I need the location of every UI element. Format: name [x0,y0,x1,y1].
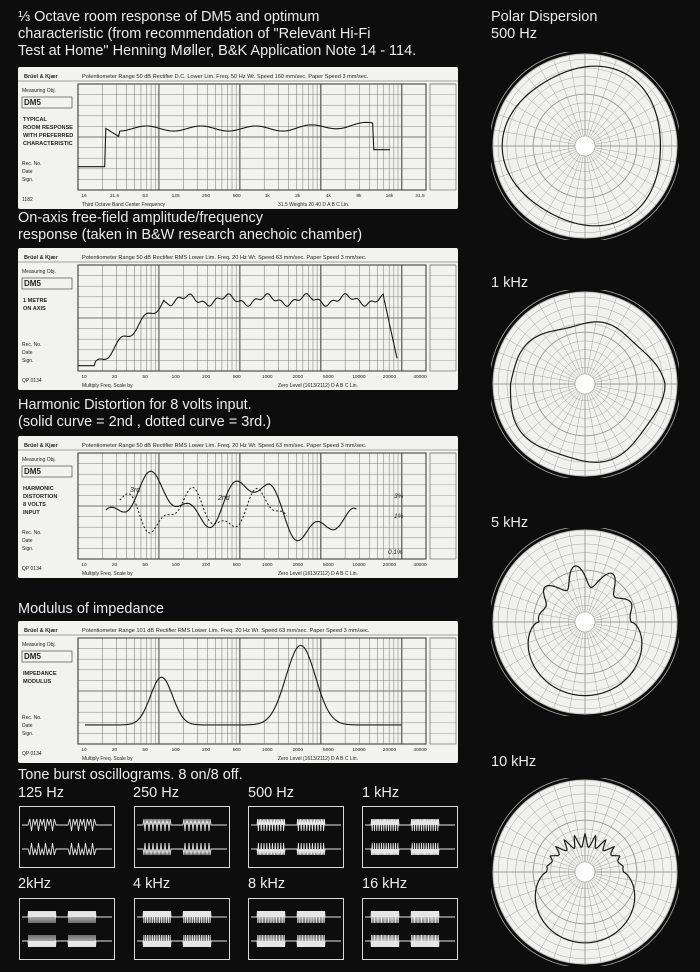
polar-plot-1khz [491,290,679,478]
burst-trace [251,935,341,947]
burst-label-8khz: 8 kHz [248,876,286,892]
measuring-obj-label: Measuring Obj. [22,269,56,275]
oscillogram-8khz [248,898,344,960]
x-tick-label: 100 [171,375,180,380]
polar-plot-5khz [491,528,679,716]
burst-label-2khz: 2kHz [18,876,52,892]
oscillogram-250hz [134,806,230,868]
chart-note: CHARACTERISTIC [23,141,73,147]
polar-plot-10khz [491,778,679,966]
x-tick-label: 200 [202,563,211,568]
polar-label-500hz: 500 Hz [491,26,537,42]
date-label: Date [22,169,33,175]
recorder-settings: Potentiometer Range 101 dB Rectifier RMS Lower Lim. Freq. 20 Hz Wr. Speed 63 mm/sec. Paper Speed 3 mm/sec. [82,628,370,634]
x-tick-label: 2000 [292,563,304,568]
x-tick-label: 10 [81,563,87,568]
recorder-settings: Potentiometer Range 50 dB Rectifier RMS Lower Lim. Freq. 20 Hz Wr. Speed 63 mm/sec. Paper Speed 3 mm/sec. [82,255,367,261]
harmonic-distortion-chart [18,436,458,578]
x-tick-label: 2000 [292,748,304,753]
x-tick-label: 20000 [382,748,397,753]
x-tick-label: 1k [264,194,270,199]
burst-label-500hz: 500 Hz [248,785,294,801]
recorder-settings: Potentiometer Range 50 dB Rectifier D.C. Lower Lim. Freq. 50 Hz Wr. Speed 160 mm/sec. Paper Speed 3 mm/sec. [82,74,369,80]
form-code: QP 0134 [22,566,42,572]
x-tick-label: 10 [81,748,87,753]
x-tick-label: 31.5 [109,194,120,199]
x-tick-label: 16k [385,194,394,199]
chart-footer-right: 31.5 Weights 20 40 D A B C Lin. [278,202,350,208]
polar-label-10khz: 10 kHz [491,754,537,770]
sign-label: Sign. [22,731,34,737]
chart-note: ON AXIS [23,306,46,312]
chart-note: HARMONIC [23,486,54,492]
oscillogram-16khz [362,898,458,960]
burst-trace [137,843,227,855]
response-curve [78,122,390,166]
room-response-chart [18,67,458,209]
x-tick-label: 5000 [323,748,334,753]
x-tick-label: 10000 [352,748,366,753]
x-tick-label: 8k [356,194,362,199]
measuring-obj-label: Measuring Obj. [22,88,56,94]
tone-burst-caption: Tone burst oscillograms. 8 on/8 off. [18,767,243,783]
chart-note: 1 METRE [23,298,48,304]
on-axis-caption: On-axis free-field amplitude/frequency response (taken in B&W research anechoic chamber) [18,210,363,243]
burst-label-4khz: 4 kHz [133,876,171,892]
recorder-settings: Potentiometer Range 50 dB Rectifier RMS Lower Lim. Freq. 20 Hz Wr. Speed 63 mm/sec. Paper Speed 3 mm/sec. [82,443,367,449]
burst-label-16khz: 16 kHz [362,876,408,892]
measuring-obj-value: DM5 [24,652,41,661]
chart-note: IMPEDANCE [23,671,57,677]
chart-footer: Multiply Freq. Scale by [82,756,133,762]
chart-footer: Multiply Freq. Scale by [82,383,133,389]
response-curve [78,294,397,366]
on-axis-response-chart [18,248,458,390]
burst-trace [365,911,455,923]
annotation-2nd: 2nd [218,495,230,502]
chart-footer-right: Zero Level (1613/2112) D A B C Lin. [278,383,358,389]
date-label: Date [22,723,33,729]
x-tick-label: 50 [142,563,148,568]
burst-label-1khz: 1 kHz [362,785,400,801]
brand-label: Brüel & Kjær [24,443,58,449]
x-tick-label: 20000 [382,563,397,568]
polar-title: Polar Dispersion [491,9,598,25]
x-tick-label: 50 [142,375,148,380]
burst-trace [22,935,112,947]
oscillogram-2khz [19,898,115,960]
chart-note: DISTORTION [23,494,58,500]
x-tick-label: 10 [81,375,87,380]
chart-note: INPUT [23,510,40,516]
chart-note: MODULUS [23,679,52,685]
x-tick-label: 2k [295,194,301,199]
impedance-caption: Modulus of impedance [18,601,164,617]
oscillogram-500hz [248,806,344,868]
x-tick-label: 40000 [413,563,427,568]
burst-trace [137,935,227,947]
burst-trace [365,819,455,831]
rec-no-label: Rec. No. [22,161,42,167]
x-tick-label: 16 [81,194,87,199]
x-tick-label: 500 [232,563,241,568]
x-tick-label: 20000 [382,375,397,380]
annotation-3rd: 3rd [130,487,141,494]
burst-trace [22,911,112,923]
sign-label: Sign. [22,546,34,552]
x-tick-label: 250 [202,194,211,199]
chart-note: WITH PREFERRED [23,133,74,139]
burst-trace [22,819,112,831]
measuring-obj-value: DM5 [24,98,41,107]
burst-trace [137,911,227,923]
measuring-obj-label: Measuring Obj. [22,457,56,463]
x-tick-label: 20 [111,748,118,753]
x-tick-label: 31.5 [415,194,425,199]
burst-trace [251,843,341,855]
x-tick-label: 100 [171,748,180,753]
sign-label: Sign. [22,177,34,183]
x-tick-label: 5000 [323,375,334,380]
x-tick-label: 1000 [261,748,273,753]
response-curve [85,645,402,725]
impedance-chart [18,621,458,763]
sign-label: Sign. [22,358,34,364]
x-tick-label: 100 [171,563,180,568]
x-tick-label: 50 [142,748,148,753]
x-tick-label: 4k [325,194,331,199]
oscillogram-1khz [362,806,458,868]
chart-note: ROOM RESPONSE [23,125,74,131]
rec-no-label: Rec. No. [22,530,42,536]
oscillogram-125hz [19,806,115,868]
x-tick-label: 2000 [292,375,304,380]
x-tick-label: 500 [232,194,241,199]
measuring-obj-value: DM5 [24,467,41,476]
chart-footer-right: Zero Level (1613/2112) D A B C Lin. [278,756,358,762]
x-tick-label: 40000 [413,375,427,380]
x-tick-label: 125 [171,194,180,199]
polar-label-1khz: 1 kHz [491,275,529,291]
measuring-obj-value: DM5 [24,279,41,288]
burst-trace [365,843,455,855]
brand-label: Brüel & Kjær [24,74,58,80]
x-tick-label: 10000 [352,563,366,568]
form-code: QP 0134 [22,378,42,384]
chart-footer: Multiply Freq. Scale by [82,571,133,577]
x-tick-label: 200 [202,748,211,753]
polar-plot-500hz [491,52,679,240]
x-tick-label: 20 [111,375,118,380]
burst-label-125hz: 125 Hz [18,785,64,801]
form-code: QP 0134 [22,751,42,757]
measuring-obj-label: Measuring Obj. [22,642,56,648]
x-tick-label: 1000 [261,563,273,568]
annotation-3pct: 3% [394,493,404,500]
polar-label-5khz: 5 kHz [491,515,529,531]
x-tick-label: 63 [142,194,148,199]
x-tick-label: 200 [202,375,211,380]
x-tick-label: 5000 [323,563,334,568]
rec-no-label: Rec. No. [22,342,42,348]
burst-trace [251,819,341,831]
burst-label-250hz: 250 Hz [133,785,179,801]
chart-note: 8 VOLTS [23,502,46,508]
x-tick-label: 40000 [413,748,427,753]
brand-label: Brüel & Kjær [24,628,58,634]
oscillogram-4khz [134,898,230,960]
annotation-1pct: 1% [394,513,404,520]
chart-footer-right: Zero Level (1613/2112) D A B C Lin. [278,571,358,577]
date-label: Date [22,538,33,544]
rec-no-label: Rec. No. [22,715,42,721]
room-response-caption: ⅓ Octave room response of DM5 and optimum characteristic (from recommendation of "Relevant Hi-Fi Test at Home" Henning Møller, B&K Application Note 14 - 114. [18,9,417,59]
form-code: 1182 [22,197,33,203]
chart-note: TYPICAL [23,117,47,123]
brand-label: Brüel & Kjær [24,255,58,261]
x-tick-label: 500 [232,375,241,380]
x-tick-label: 10000 [352,375,366,380]
x-tick-label: 20 [111,563,118,568]
distortion-caption: Harmonic Distortion for 8 volts input. (solid curve = 2nd , dotted curve = 3rd.) [18,397,272,430]
burst-trace [365,935,455,947]
burst-trace [137,819,227,831]
burst-trace [22,843,112,855]
x-tick-label: 500 [232,748,241,753]
chart-footer: Third Octave Band Center Frequency [82,202,166,208]
date-label: Date [22,350,33,356]
burst-trace [251,911,341,923]
third-harmonic-curve [120,487,287,533]
annotation-01pct: 0.1% [388,549,403,556]
x-tick-label: 1000 [261,375,273,380]
